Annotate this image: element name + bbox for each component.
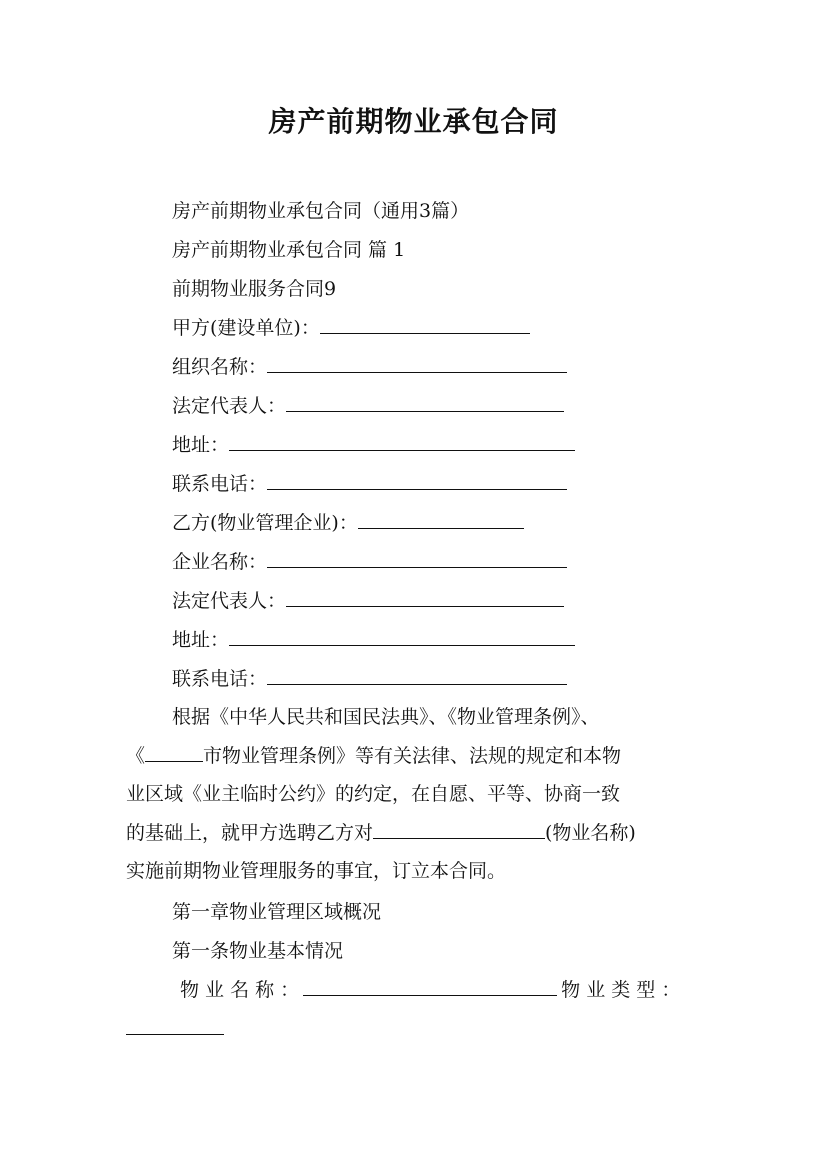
preamble-line-5: 实施前期物业管理服务的事宜，订立本合同。 [126, 860, 507, 883]
party-a-org-line [172, 354, 567, 380]
section-heading: 房产前期物业承包合同 篇 1 [172, 239, 406, 261]
party-a-rep-label: 法定代表人： [172, 395, 287, 417]
document-title: 房产前期物业承包合同 [268, 105, 559, 138]
party-b-rep-blank[interactable] [286, 588, 564, 607]
party-a-phone-blank[interactable] [267, 471, 567, 490]
party-a-org-blank[interactable] [267, 354, 567, 373]
preamble-line-4-suffix: (物业名称) [545, 821, 636, 844]
party-a-rep-line [172, 393, 564, 419]
party-b-address-label: 地址： [172, 629, 230, 651]
party-a-address-line [172, 432, 575, 458]
contract-name: 前期物业服务合同9 [172, 278, 337, 300]
party-a-address-label: 地址： [172, 434, 230, 456]
preamble-line-4 [126, 814, 706, 853]
party-b-rep-line [172, 588, 564, 614]
property-info-line [180, 977, 680, 1003]
chapter-heading: 第一章物业管理区域概况 [172, 901, 382, 923]
party-b-rep-label: 法定代表人： [172, 590, 287, 612]
party-b-company-line [172, 549, 567, 575]
article-heading: 第一条物业基本情况 [172, 940, 344, 962]
party-b-address-blank[interactable] [229, 627, 575, 646]
property-name-blank[interactable] [303, 977, 557, 996]
party-a-phone-label: 联系电话： [172, 473, 268, 495]
preamble-line-3: 业区域《业主临时公约》的约定，在自愿、平等、协商一致 [126, 783, 621, 806]
party-b-address-line [172, 627, 575, 653]
property-name-blank-inline[interactable] [373, 820, 545, 839]
party-b-line [172, 510, 524, 536]
preamble-line-2 [126, 737, 706, 776]
property-type-label: 物 业 类 型 ： [561, 979, 681, 1001]
preamble-line-1: 根据《中华人民共和国民法典》、《物业管理条例》、 [172, 706, 600, 728]
city-blank[interactable] [145, 743, 203, 762]
subtitle: 房产前期物业承包合同（通用3篇） [172, 200, 470, 222]
party-b-company-blank[interactable] [267, 549, 567, 568]
preamble-line-2-open: 《 [126, 744, 146, 767]
party-b-phone-label: 联系电话： [172, 668, 268, 690]
party-a-rep-blank[interactable] [286, 393, 564, 412]
party-a-address-blank[interactable] [229, 432, 575, 451]
property-type-blank[interactable] [126, 1016, 224, 1035]
party-b-company-label: 企业名称： [172, 551, 268, 573]
preamble-line-4-text: 的基础上，就甲方选聘乙方对 [126, 821, 374, 844]
preamble-line-2-text: 市物业管理条例》等有关法律、法规的规定和本物 [203, 744, 622, 767]
property-type-line [126, 1016, 224, 1042]
party-a-label: 甲方(建设单位)： [172, 317, 320, 339]
party-b-phone-line [172, 666, 567, 692]
party-b-phone-blank[interactable] [267, 666, 567, 685]
party-a-phone-line [172, 471, 567, 497]
property-name-label: 物 业 名 称 ： [180, 979, 300, 1001]
preamble-paragraph [126, 698, 706, 891]
party-b-label: 乙方(物业管理企业)： [172, 512, 358, 534]
party-a-line [172, 315, 530, 341]
party-a-org-label: 组织名称： [172, 356, 268, 378]
party-a-blank[interactable] [320, 315, 530, 334]
party-b-blank[interactable] [358, 510, 524, 529]
